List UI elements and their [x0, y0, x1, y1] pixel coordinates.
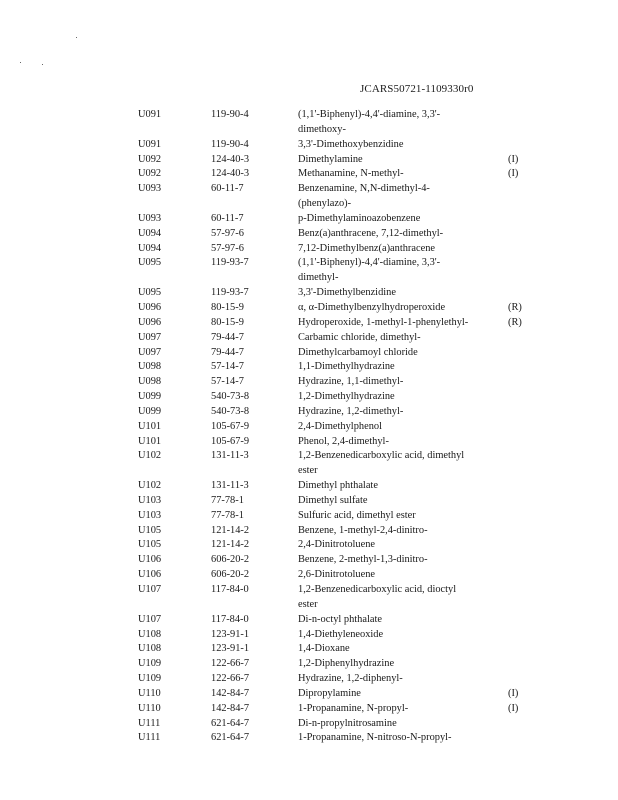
table-row	[0, 553, 618, 568]
waste-code-cell: U099	[138, 391, 162, 403]
table-row	[0, 182, 618, 197]
waste-code-cell: U098	[138, 361, 162, 373]
cas-number-cell: 60-11-7	[211, 183, 244, 195]
hazard-flag-cell: (R)	[508, 301, 522, 313]
document-id-header: JCARS50721-1109330r0	[360, 83, 474, 95]
waste-code-cell: U094	[138, 227, 162, 239]
chemical-name-cell: (1,1'-Biphenyl)-4,4'-diamine, 3,3'-	[298, 257, 441, 269]
cas-number-cell: 105-67-9	[211, 435, 250, 447]
waste-code-cell: U106	[138, 569, 162, 581]
chemical-name-cell: Methanamine, N-methyl-	[298, 168, 404, 180]
chemical-name-cell: Benz(a)anthracene, 7,12-dimethyl-	[298, 227, 444, 239]
chemical-name-cell: 2,4-Dimethylphenol	[298, 420, 382, 432]
waste-code-cell: U105	[138, 524, 162, 536]
table-row	[0, 642, 618, 657]
cas-number-cell: 57-14-7	[211, 361, 244, 373]
cas-number-cell: 80-15-9	[211, 316, 244, 328]
chemical-name-cell: 1-Propanamine, N-propyl-	[298, 702, 409, 714]
chemical-name-cell: Hydrazine, 1,1-dimethyl-	[298, 376, 404, 388]
waste-code-cell: U109	[138, 658, 162, 670]
table-row	[0, 405, 618, 420]
table-row	[0, 212, 618, 227]
cas-number-cell: 57-97-6	[211, 227, 244, 239]
table-row	[0, 479, 618, 494]
table-row	[0, 672, 618, 687]
table-row	[0, 628, 618, 643]
cas-number-cell: 117-84-0	[211, 613, 249, 625]
waste-code-cell: U096	[138, 301, 162, 313]
chemical-name-cell: 7,12-Dimethylbenz(a)anthracene	[298, 242, 436, 254]
waste-code-cell: U105	[138, 539, 162, 551]
table-row	[0, 524, 618, 539]
waste-code-cell: U097	[138, 346, 162, 358]
cas-number-cell: 121-14-2	[211, 539, 250, 551]
cas-number-cell: 606-20-2	[211, 554, 250, 566]
table-row	[0, 316, 618, 331]
chemical-name-cell: Hydrazine, 1,2-diphenyl-	[298, 673, 403, 685]
table-row	[0, 731, 618, 746]
waste-code-cell: U091	[138, 109, 162, 120]
cas-number-cell: 123-91-1	[211, 643, 250, 655]
waste-code-cell: U107	[138, 613, 162, 625]
chemical-name-cell: Dimethylamine	[298, 153, 363, 165]
waste-code-cell: U106	[138, 554, 162, 566]
chemical-name-cell: 3,3'-Dimethoxybenzidine	[298, 138, 404, 150]
chemical-name-cell: dimethoxy-	[298, 123, 346, 135]
waste-code-cell: U093	[138, 183, 162, 195]
cas-number-cell: 540-73-8	[211, 405, 250, 417]
table-row	[0, 420, 618, 435]
table-row	[0, 271, 618, 286]
table-row	[0, 375, 618, 390]
chemical-name-cell: Hydroperoxide, 1-methyl-1-phenylethyl-	[298, 316, 469, 328]
waste-code-cell: U099	[138, 405, 162, 417]
chemical-name-cell: Dimethyl phthalate	[298, 480, 378, 492]
waste-code-cell: U110	[138, 687, 161, 699]
cas-number-cell: 105-67-9	[211, 420, 250, 432]
chemical-name-cell: (phenylazo)-	[298, 198, 352, 210]
cas-number-cell: 123-91-1	[211, 628, 250, 640]
table-row	[0, 360, 618, 375]
cas-number-cell: 79-44-7	[211, 331, 244, 343]
waste-code-cell: U095	[138, 257, 162, 269]
chemical-name-cell: Phenol, 2,4-dimethyl-	[298, 435, 389, 447]
chemical-name-cell: (1,1'-Biphenyl)-4,4'-diamine, 3,3'-	[298, 109, 441, 120]
chemical-name-cell: Dipropylamine	[298, 687, 361, 699]
table-row	[0, 568, 618, 583]
table-row	[0, 227, 618, 242]
waste-code-cell: U111	[138, 732, 161, 744]
waste-code-cell: U107	[138, 584, 162, 595]
scan-speck	[20, 62, 21, 63]
waste-code-cell: U096	[138, 316, 162, 328]
chemical-name-cell: 1,4-Dioxane	[298, 643, 350, 655]
cas-number-cell: 142-84-7	[211, 702, 250, 714]
chemical-name-cell: p-Dimethylaminoazobenzene	[298, 212, 421, 224]
waste-code-cell: U091	[138, 138, 162, 150]
cas-number-cell: 119-93-7	[211, 257, 249, 269]
waste-code-cell: U097	[138, 331, 162, 343]
hazard-flag-cell: (I)	[508, 687, 519, 699]
cas-number-cell: 131-11-3	[211, 480, 249, 492]
cas-number-cell: 621-64-7	[211, 732, 250, 744]
waste-code-cell: U092	[138, 153, 162, 165]
cas-number-cell: 540-73-8	[211, 391, 250, 403]
cas-number-cell: 121-14-2	[211, 524, 250, 536]
table-row	[0, 494, 618, 509]
chemical-name-cell: Di-n-octyl phthalate	[298, 613, 382, 625]
table-row	[0, 123, 618, 138]
table-row	[0, 286, 618, 301]
waste-code-cell: U102	[138, 450, 162, 462]
chemical-name-cell: Dimethyl sulfate	[298, 494, 368, 506]
table-row	[0, 301, 618, 316]
table-row	[0, 108, 618, 123]
table-row	[0, 167, 618, 182]
chemical-name-cell: 1-Propanamine, N-nitroso-N-propyl-	[298, 732, 452, 744]
cas-number-cell: 119-90-4	[211, 109, 249, 120]
cas-number-cell: 124-40-3	[211, 153, 250, 165]
waste-code-cell: U103	[138, 509, 162, 521]
table-row	[0, 197, 618, 212]
waste-code-cell: U101	[138, 435, 162, 447]
table-row	[0, 702, 618, 717]
table-row	[0, 657, 618, 672]
waste-code-cell: U103	[138, 494, 162, 506]
waste-code-cell: U094	[138, 242, 162, 254]
chemical-name-cell: Benzene, 2-methyl-1,3-dinitro-	[298, 554, 428, 566]
chemical-name-cell: Dimethylcarbamoyl chloride	[298, 346, 418, 358]
hazard-flag-cell: (I)	[508, 702, 519, 714]
hazard-flag-cell: (I)	[508, 153, 519, 165]
table-row	[0, 687, 618, 702]
table-row	[0, 464, 618, 479]
table-row	[0, 435, 618, 450]
chemical-name-cell: 1,2-Dimethylhydrazine	[298, 391, 395, 403]
chemical-name-cell: Benzenamine, N,N-dimethyl-4-	[298, 183, 430, 195]
cas-number-cell: 77-78-1	[211, 494, 244, 506]
cas-number-cell: 57-97-6	[211, 242, 244, 254]
chemical-name-cell: 1,2-Diphenylhydrazine	[298, 658, 395, 670]
waste-code-cell: U111	[138, 717, 161, 729]
cas-number-cell: 131-11-3	[211, 450, 249, 462]
table-row	[0, 598, 618, 613]
chemical-name-cell: 3,3'-Dimethylbenzidine	[298, 287, 396, 299]
table-row	[0, 538, 618, 553]
chemical-name-cell: Carbamic chloride, dimethyl-	[298, 331, 421, 343]
waste-code-cell: U110	[138, 702, 161, 714]
waste-code-cell: U109	[138, 673, 162, 685]
table-row	[0, 138, 618, 153]
chemical-name-cell: Hydrazine, 1,2-dimethyl-	[298, 405, 404, 417]
cas-number-cell: 117-84-0	[211, 584, 249, 595]
chemical-name-cell: 1,2-Benzenedicarboxylic acid, dioctyl	[298, 584, 457, 595]
table-row	[0, 509, 618, 524]
table-row	[0, 153, 618, 168]
cas-number-cell: 122-66-7	[211, 673, 250, 685]
chemical-name-cell: 2,6-Dinitrotoluene	[298, 569, 376, 581]
cas-number-cell: 60-11-7	[211, 212, 244, 224]
table-row	[0, 346, 618, 361]
cas-number-cell: 79-44-7	[211, 346, 244, 358]
hazard-flag-cell: (R)	[508, 316, 522, 328]
cas-number-cell: 80-15-9	[211, 301, 244, 313]
chemical-name-cell: 1,4-Diethyleneoxide	[298, 628, 384, 640]
table-row	[0, 242, 618, 257]
chemical-name-cell: Sulfuric acid, dimethyl ester	[298, 509, 416, 521]
table-row	[0, 331, 618, 346]
hazard-flag-cell: (I)	[508, 168, 519, 180]
waste-code-cell: U092	[138, 168, 162, 180]
chemical-name-cell: 1,2-Benzenedicarboxylic acid, dimethyl	[298, 450, 465, 462]
cas-number-cell: 124-40-3	[211, 168, 250, 180]
waste-code-cell: U108	[138, 643, 162, 655]
chemical-name-cell: ester	[298, 598, 318, 610]
waste-code-cell: U098	[138, 376, 162, 388]
cas-number-cell: 621-64-7	[211, 717, 250, 729]
waste-code-cell: U095	[138, 287, 162, 299]
chemical-name-cell: Benzene, 1-methyl-2,4-dinitro-	[298, 524, 428, 536]
chemical-name-cell: 2,4-Dinitrotoluene	[298, 539, 376, 551]
cas-number-cell: 57-14-7	[211, 376, 244, 388]
waste-code-cell: U108	[138, 628, 162, 640]
waste-code-cell: U101	[138, 420, 162, 432]
cas-number-cell: 119-90-4	[211, 138, 249, 150]
hazardous-waste-table	[0, 108, 618, 746]
cas-number-cell: 606-20-2	[211, 569, 250, 581]
chemical-name-cell: Di-n-propylnitrosamine	[298, 717, 397, 729]
cas-number-cell: 77-78-1	[211, 509, 244, 521]
waste-code-cell: U102	[138, 480, 162, 492]
chemical-name-cell: dimethyl-	[298, 272, 339, 284]
table-row	[0, 256, 618, 271]
table-row	[0, 613, 618, 628]
table-row	[0, 583, 618, 598]
cas-number-cell: 122-66-7	[211, 658, 250, 670]
table-row	[0, 717, 618, 732]
scan-speck	[76, 37, 77, 38]
chemical-name-cell: ester	[298, 465, 318, 477]
table-row	[0, 390, 618, 405]
cas-number-cell: 142-84-7	[211, 687, 250, 699]
table-row	[0, 449, 618, 464]
chemical-name-cell: α, α-Dimethylbenzylhydroperoxide	[298, 301, 446, 313]
cas-number-cell: 119-93-7	[211, 287, 249, 299]
waste-code-cell: U093	[138, 212, 162, 224]
chemical-name-cell: 1,1-Dimethylhydrazine	[298, 361, 395, 373]
scan-speck	[42, 64, 43, 65]
